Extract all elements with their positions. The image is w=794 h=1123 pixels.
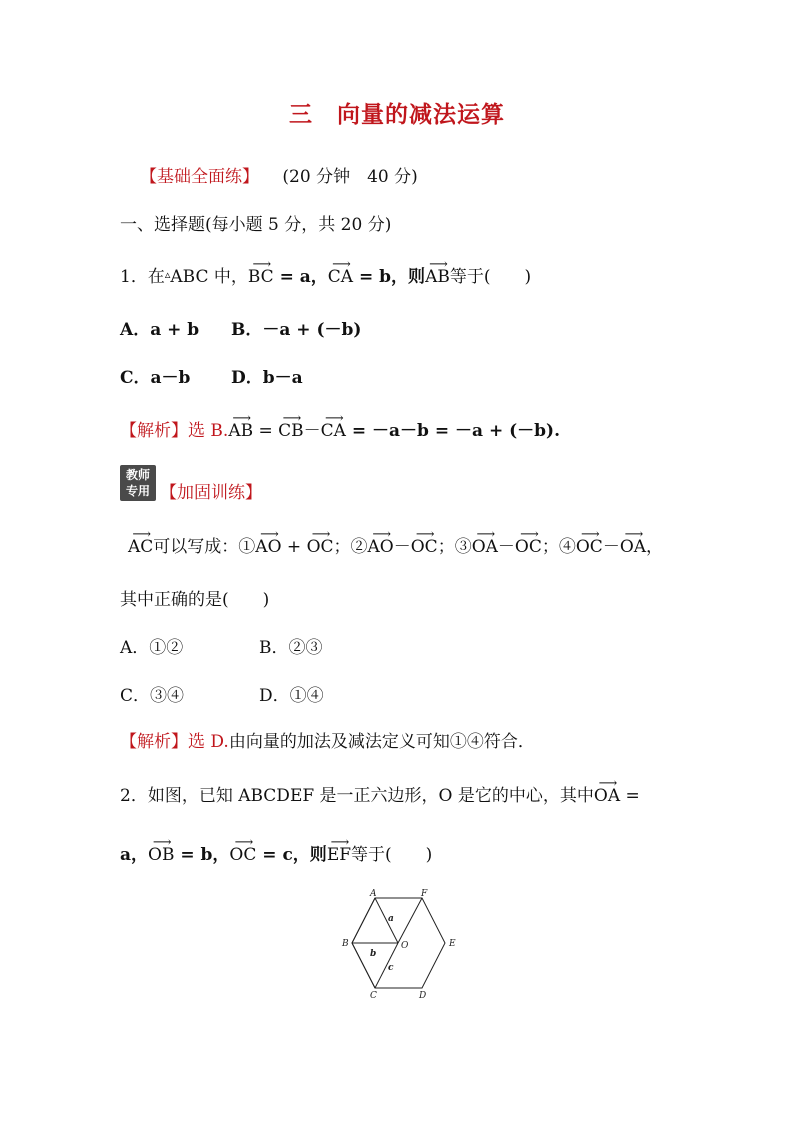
label-c: C [370, 991, 377, 1001]
vector-oc-4: ⟶ OC [576, 533, 603, 555]
vector-ao-2: ⟶ AO [368, 533, 394, 555]
segment-fo [398, 898, 422, 943]
q1-option-b: B．－a + (－b) [231, 320, 362, 340]
label-e: E [449, 939, 456, 949]
label-f: F [421, 889, 428, 899]
extra-solution [120, 731, 535, 753]
vector-ab: ⟶ AB [425, 263, 450, 285]
extra-solution-label: 【解析】 [120, 732, 188, 752]
vector-oc-2: ⟶ OC [411, 533, 438, 555]
q1-solution-choice: 选 B. [188, 421, 229, 441]
q1-solution-tail: = －a－b = －a + (－b). [345, 421, 561, 441]
label-o: O [401, 941, 409, 951]
question-2-line-2: a， ⟶ OB = b， ⟶ OC = c，则 ⟶ EF等于( ) [120, 841, 432, 866]
extra-option-c: C．③④ [120, 686, 185, 706]
vector-ca: ⟶ CA [328, 263, 353, 285]
triangle-symbol: ▵ [164, 268, 171, 281]
badge-line-2: 专用 [125, 484, 150, 498]
label-vec-b: b [370, 949, 377, 959]
q1-tail: 等于( ) [449, 267, 532, 287]
extra-option-a: A．①② [120, 638, 184, 658]
vector-oc: ⟶ OC [229, 841, 256, 863]
vector-oa-3: ⟶ OA [472, 533, 498, 555]
label-a: A [370, 889, 377, 899]
vector-cb: ⟶ CB [278, 417, 304, 439]
question-2: 2．如图，已知 ABCDEF 是一正六边形，O 是它的中心，其中 ⟶ OA = [120, 782, 640, 807]
vector-ao-1: ⟶ AO [255, 533, 281, 555]
q1-abc: ABC 中， [170, 267, 248, 287]
segment-ao [375, 898, 398, 943]
segment-co [375, 943, 398, 988]
q1-solution-label: 【解析】 [120, 421, 188, 441]
label-vec-c: c [388, 963, 394, 973]
vector-oa: ⟶ OA [594, 782, 620, 804]
extra-question-line-2: 其中正确的是( ) [120, 590, 270, 610]
label-b: B [342, 939, 349, 949]
label-d: D [419, 991, 427, 1001]
q2-a: a， [120, 845, 149, 865]
question-1 [120, 263, 531, 288]
section-label: 【基础全面练】 [140, 167, 259, 187]
extra-question: ⟶ AC可以写成：① ⟶ AO + ⟶ OC；② ⟶ AO－ ⟶ OC；③ ⟶ OA－ ⟶ OC；④ ⟶ OC－ ⟶ OA， [128, 533, 663, 558]
extra-option-b: B．②③ [259, 638, 323, 658]
q1-option-c: C．a－b [120, 368, 191, 388]
label-vec-a: a [388, 914, 394, 924]
part-heading: 一、选择题(每小题 5 分，共 20 分) [120, 215, 392, 235]
equals: = [253, 421, 279, 441]
q1-prefix: 1．在 [120, 267, 165, 287]
badge-line-1: 教师 [125, 468, 150, 482]
vector-ac: ⟶ AC [128, 533, 153, 555]
vector-oc-1: ⟶ OC [307, 533, 334, 555]
vector-ef: ⟶ EF [327, 841, 351, 863]
extra-text: 可以写成：① [153, 537, 256, 557]
page-title: 三 向量的减法运算 [289, 102, 505, 128]
q1-option-a: A．a + b [120, 320, 200, 340]
teacher-only-badge-icon [120, 465, 156, 501]
extra-solution-choice: 选 D. [188, 732, 229, 752]
segment-ab [352, 898, 375, 943]
q1-eq-a: = a， [273, 267, 328, 287]
q1-option-d: D．b－a [231, 368, 303, 388]
vector-bc: ⟶ BC [248, 263, 274, 285]
section-meta: (20 分钟 40 分) [282, 167, 418, 187]
vector-ab-sol: ⟶ AB [228, 417, 253, 439]
vector-oa-4: ⟶ OA [620, 533, 646, 555]
extra-option-d: D．①④ [259, 686, 324, 706]
section-header [140, 166, 418, 188]
q1-eq-b: = b，则 [353, 267, 426, 287]
vector-ca-sol: ⟶ CA [321, 417, 346, 439]
vector-oc-3: ⟶ OC [515, 533, 542, 555]
vector-ob: ⟶ OB [148, 841, 174, 863]
q1-solution [120, 417, 560, 442]
hexagon-figure [330, 886, 470, 1004]
extra-label: 【加固训练】 [160, 483, 262, 503]
minus: － [303, 421, 321, 441]
extra-solution-text: 由向量的加法及减法定义可知①④符合． [228, 732, 535, 752]
q2-line-1: 2．如图，已知 ABCDEF 是一正六边形，O 是它的中心，其中 [120, 786, 594, 806]
